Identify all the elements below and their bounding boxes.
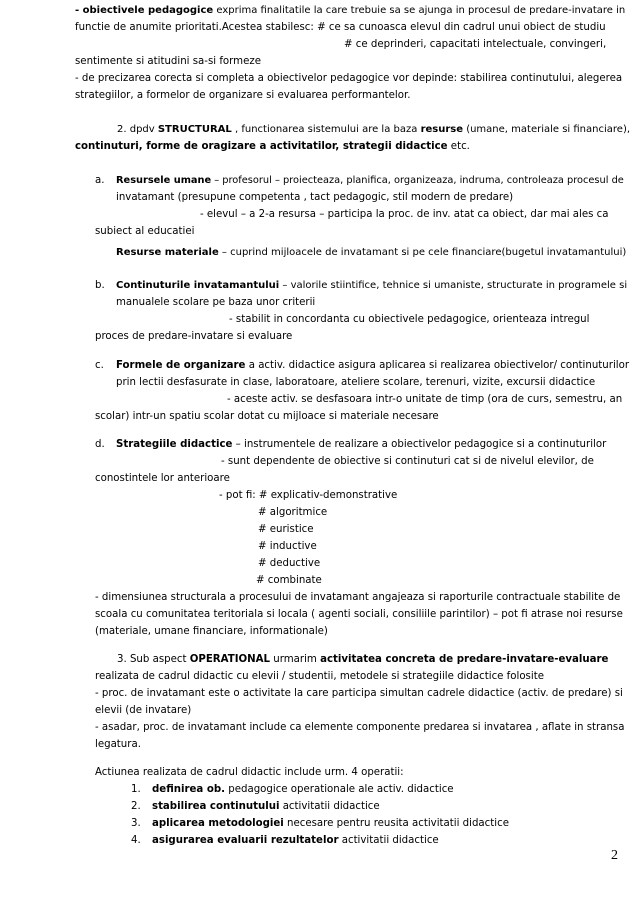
strategii-term: Strategiile didactice xyxy=(116,439,233,450)
item-a-line-4: subiect al educatiei xyxy=(95,226,195,237)
operation-text: necesare pentru reusita activitatii didactice xyxy=(283,818,509,829)
operational-term: OPERATIONAL xyxy=(189,654,271,665)
item-a-line-2: invatamant (presupune competenta , tact pedagogic, stil modern de predare) xyxy=(116,192,514,203)
obiective-term: - obiectivele pedagogice xyxy=(75,5,214,16)
item-c-line-1 xyxy=(116,358,629,374)
operation-term: asigurarea evaluarii rezultatelor xyxy=(152,835,339,846)
operation-term: aplicarea metodologiei xyxy=(152,818,284,829)
resurse-materiale-term: Resurse materiale xyxy=(116,247,219,258)
operational-line-1 xyxy=(117,652,608,668)
obiective-text: exprima finalitatile la care trebuie sa se ajunga in procesul de predare-invatare in xyxy=(213,5,626,16)
dimensiune-line-2: scoala cu comunitatea teritoriala si locala ( agenti sociali, consiliile parintilor) – pot fi atrase noi resurse xyxy=(95,609,623,620)
item-a-line-1 xyxy=(116,173,624,189)
resurse-materiale-text: – cuprind mijloacele de invatamant si pe cele financiare(bugetul invatamantului) xyxy=(218,247,627,258)
structural-text: etc. xyxy=(447,141,470,152)
item-d-line-2: - sunt dependente de obiective si continuturi cat si de nivelul elevilor, de xyxy=(221,456,594,467)
item-b-marker: b. xyxy=(95,280,105,291)
item-a-marker: a. xyxy=(95,175,105,186)
item-a-text: – profesorul – proiecteaza, planifica, organizeaza, indruma, controleaza procesul de xyxy=(211,175,624,186)
operation-text: activitatii didactice xyxy=(279,801,380,812)
structural-text: 2. dpdv xyxy=(117,124,158,135)
operation-number: 1. xyxy=(131,784,141,795)
operation-number: 4. xyxy=(131,835,141,846)
item-b-text: – valorile stiintifice, tehnice si umaniste, structurate in programele si xyxy=(279,280,628,291)
structural-term: STRUCTURAL xyxy=(157,124,232,135)
intro-line-4: sentimente si atitudini sa-si formeze xyxy=(75,56,261,67)
item-c-line-4: scolar) intr-un spatiu scolar dotat cu mijloace si materiale necesare xyxy=(95,411,439,422)
dimensiune-line-3: (materiale, umane financiare, informationale) xyxy=(95,626,328,637)
structural-line-2 xyxy=(75,139,470,155)
operation-item xyxy=(152,782,454,798)
intro-line-1 xyxy=(75,3,625,19)
actiunea-line: Actiunea realizata de cadrul didactic include urm. 4 operatii: xyxy=(95,767,404,778)
operational-text: 3. Sub aspect xyxy=(117,654,190,665)
item-c-line-3: - aceste activ. se desfasoara intr-o unitate de timp (ora de curs, semestru, an xyxy=(227,394,623,405)
item-c-text: a activ. didactice asigura aplicarea si realizarea obiectivelor/ continuturilor xyxy=(245,360,630,371)
structural-components: continuturi, forme de oragizare a activitatilor, strategii didactice xyxy=(75,141,448,152)
resurse-term: resurse xyxy=(420,124,464,135)
strategy-type: # algoritmice xyxy=(258,507,328,518)
item-c-line-2: prin lectii desfasurate in clase, laboratoare, ateliere scolare, terenuri, vizite, excursii didactice xyxy=(116,377,596,388)
item-d-line-3: conostintele lor anterioare xyxy=(95,473,230,484)
item-d-marker: d. xyxy=(95,439,105,450)
item-b-line-2: manualele scolare pe baza unor criterii xyxy=(116,297,316,308)
resurse-materiale-line xyxy=(116,245,626,261)
operation-number: 2. xyxy=(131,801,141,812)
forme-organizare-term: Formele de organizare xyxy=(116,360,246,371)
structural-text: , functionarea sistemului are la baza xyxy=(231,124,421,135)
intro-line-6: strategiilor, a formelor de organizare si evaluarea performantelor. xyxy=(75,90,411,101)
item-d-text: – instrumentele de realizare a obiectivelor pedagogice si a continuturilor xyxy=(232,439,607,450)
strategy-type: # combinate xyxy=(256,575,322,586)
operational-line-6: legatura. xyxy=(95,739,141,750)
item-b-line-3: - stabilit in concordanta cu obiectivele pedagogice, orienteaza intregul xyxy=(229,314,590,325)
operational-line-3: - proc. de invatamant este o activitate la care participa simultan cadrele didactice (activ. de predare) si xyxy=(95,688,623,699)
item-d-line-1 xyxy=(116,437,606,453)
continuturi-term: Continuturile invatamantului xyxy=(116,280,280,291)
structural-line-1 xyxy=(117,122,630,138)
structural-text: (umane, materiale si financiare), xyxy=(463,124,631,135)
operational-line-4: elevii (de invatare) xyxy=(95,705,192,716)
operation-item xyxy=(152,799,380,815)
intro-line-2: functie de anumite prioritati.Acestea stabilesc: # ce sa cunoasca elevul din cadrul unui obiect de studiu xyxy=(75,22,606,33)
item-b-line-4: proces de predare-invatare si evaluare xyxy=(95,331,293,342)
strategy-type: # deductive xyxy=(258,558,321,569)
operational-line-2: realizata de cadrul didactic cu elevii / studentii, metodele si strategiile didactice folosite xyxy=(95,671,544,682)
operation-term: definirea ob. xyxy=(152,784,226,795)
item-d-line-4: - pot fi: # explicativ-demonstrative xyxy=(219,490,398,501)
intro-line-3: # ce deprinderi, capacitati intelectuale, convingeri, xyxy=(344,39,607,50)
strategy-type: # euristice xyxy=(258,524,314,535)
operation-number: 3. xyxy=(131,818,141,829)
operation-text: activitatii didactice xyxy=(338,835,439,846)
operation-item xyxy=(152,816,509,832)
operational-line-5: - asadar, proc. de invatamant include ca elemente componente predarea si invatarea , aflate in stransa xyxy=(95,722,625,733)
item-b-line-1 xyxy=(116,278,627,294)
item-a-line-3: - elevul – a 2-a resursa – participa la proc. de inv. atat ca obiect, dar mai ales ca xyxy=(200,209,609,220)
operation-text: pedagogice operationale ale activ. didactice xyxy=(225,784,454,795)
operation-item xyxy=(152,833,439,849)
resurse-umane-term: Resursele umane xyxy=(116,175,212,186)
page-number: 2 xyxy=(611,848,618,863)
operational-text: urmarim xyxy=(270,654,321,665)
strategy-type: # inductive xyxy=(258,541,317,552)
activitate-term: activitatea concreta de predare-invatare-evaluare xyxy=(320,654,609,665)
dimensiune-line-1: - dimensiunea structurala a procesului de invatamant angajeaza si raporturile contractuale stabilite de xyxy=(95,592,621,603)
item-c-marker: c. xyxy=(95,360,104,371)
operation-term: stabilirea continutului xyxy=(152,801,280,812)
intro-line-5: - de precizarea corecta si completa a obiectivelor pedagogice vor depinde: stabilirea continutului, alegerea xyxy=(75,73,623,84)
